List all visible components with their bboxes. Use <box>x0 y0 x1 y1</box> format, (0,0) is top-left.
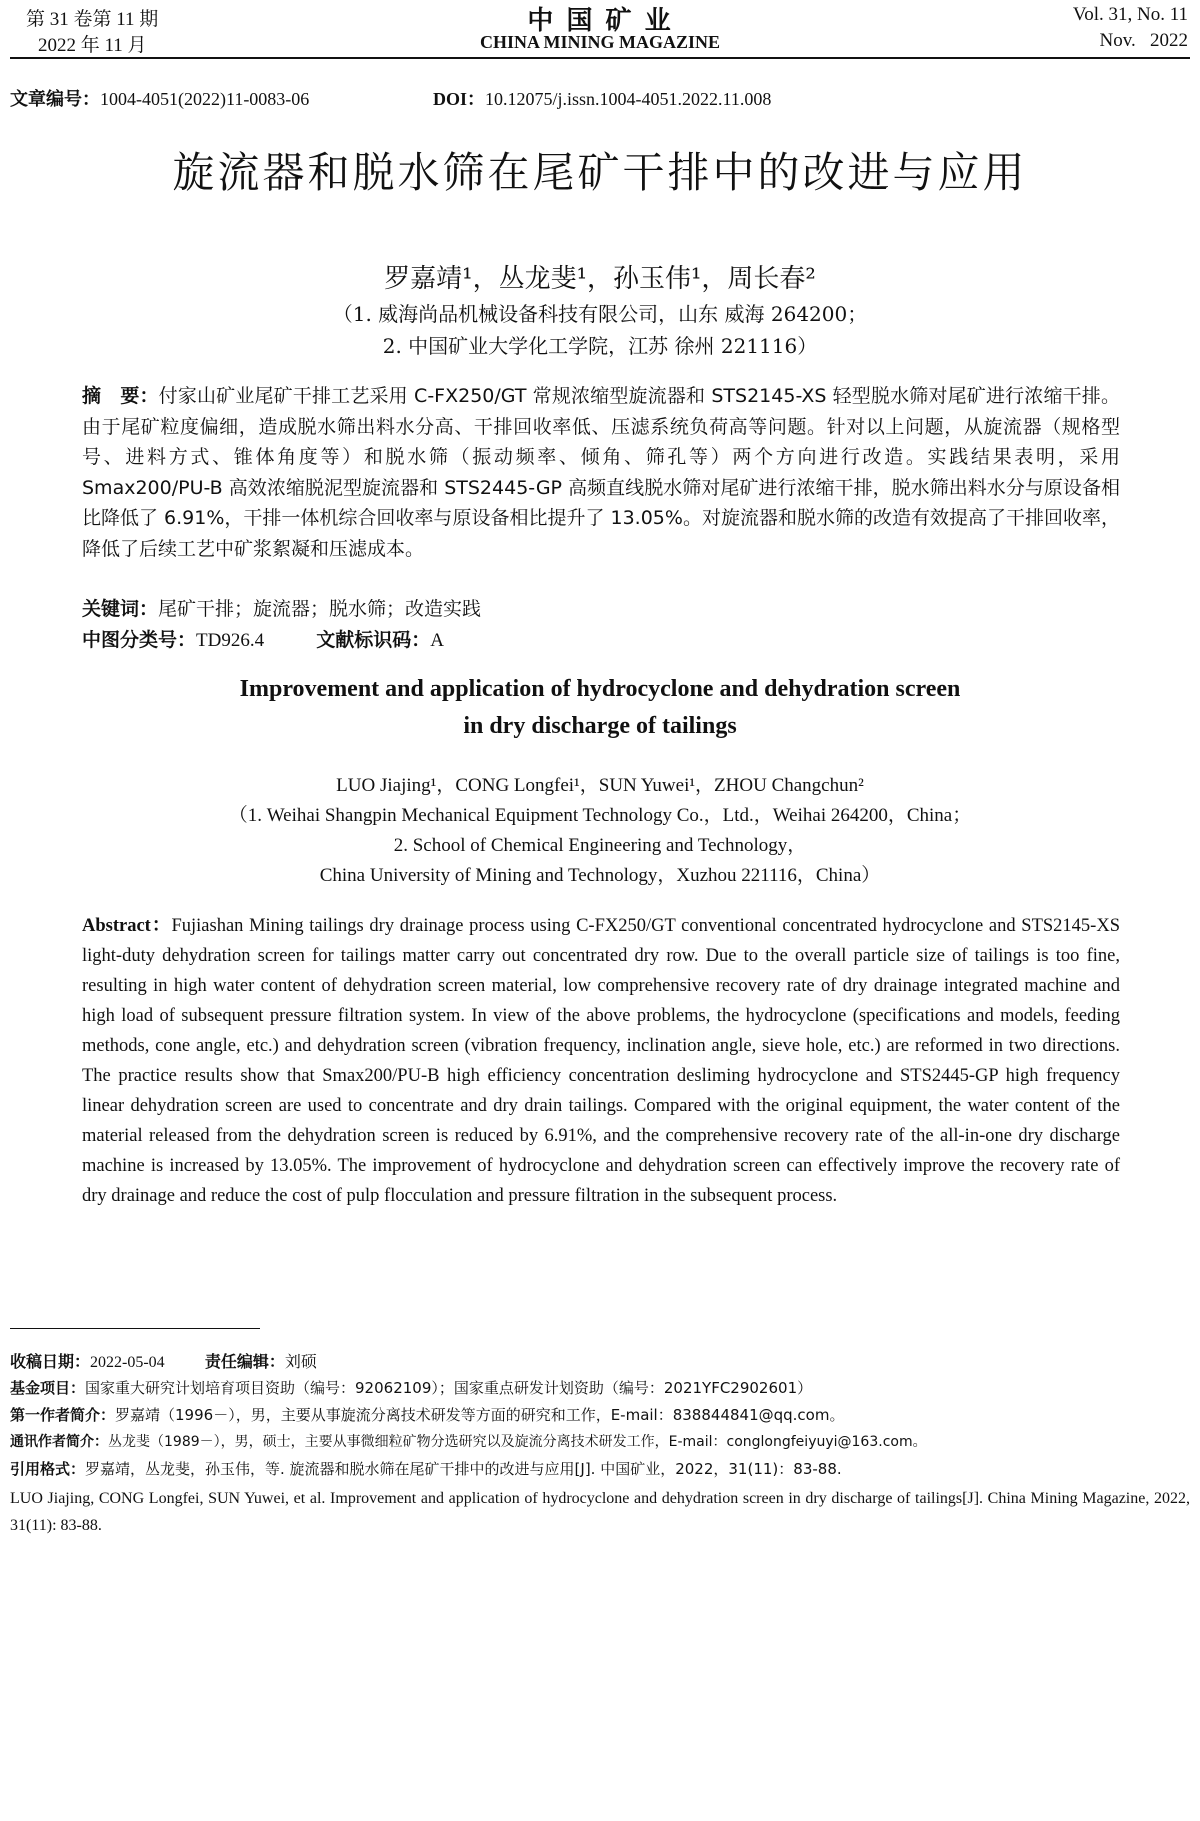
date-en: Nov. 2022 <box>1099 30 1188 51</box>
abstract-en-label: Abstract： <box>82 916 172 936</box>
first-author-label: 第一作者简介： <box>10 1406 116 1424</box>
received-editor-line <box>10 1349 317 1372</box>
clc-value: TD926.4 <box>196 630 265 651</box>
corresponding-author-label: 通讯作者简介： <box>10 1434 108 1450</box>
first-author-text: 罗嘉靖（1996－），男，主要从事旋流分离技术研发等方面的研究和工作，E-mail：838844841@qq.com。 <box>115 1406 845 1424</box>
keywords-cn-label: 关键词： <box>82 598 159 620</box>
affiliation-cn-1: （1. 威海尚品机械设备科技有限公司，山东 威海 264200； <box>332 302 868 326</box>
volume-issue-en: Vol. 31, No. 11 <box>1072 4 1188 25</box>
footnote-separator <box>10 1328 260 1329</box>
citation-label: 引用格式： <box>10 1460 86 1478</box>
abstract-en-text: Fujiashan Mining tailings dry drainage process using C-FX250/GT conventional concentrated hydrocyclone and STS2145-XS light-duty dehydration screen for tailings matter carry out concentrated dry row. Due to the overall particle size of tailings is too fine, resulting in high water content of dehydration screen material, low comprehensive recovery rate of dry drainage integrated machine and high load of subsequent pressure filtration system. In view of the above problems, the hydrocyclone (specifications and models, feeding methods, cone angle, etc.) and dehydration screen (vibration frequency, inclination angle, sieve hole, etc.) are reformed in two directions. The practice results show that Smax200/PU-B high efficiency concentration desliming hydrocyclone and STS2445-GP high frequency linear dehydration screen are used to concentrate and dry drain tailings. Compared with the original equipment, the water content of the material released from the dehydration screen is reduced by 6.91%, and the comprehensive recovery rate of the all-in-one dry discharge machine is increased by 13.05%. The improvement of hydrocyclone and dehydration screen can effectively improve the recovery rate of dry drainage and reduce the cost of pulp flocculation and pressure filtration in the subsequent process. <box>82 916 1120 1206</box>
citation-en: LUO Jiajing, CONG Longfei, SUN Yuwei, et al. Improvement and application of hydrocyclone and dehydration screen in dry discharge of tailings[J]. China Mining Magazine, 2022, 31(11): 83-88. <box>10 1490 1190 1534</box>
date-cn: 2022 年 11 月 <box>38 35 147 56</box>
article-number-label: 文章编号： <box>10 89 100 110</box>
title-en-line-2: in dry discharge of tailings <box>463 713 737 739</box>
article-number <box>10 85 309 111</box>
keywords-cn-text: 尾矿干排；旋流器；脱水筛；改造实践 <box>158 598 482 620</box>
title-cn: 旋流器和脱水筛在尾矿干排中的改进与应用 <box>172 148 1028 197</box>
editor-name: 刘硕 <box>284 1352 317 1371</box>
classification <box>82 625 444 652</box>
affiliation-en-3: China University of Mining and Technology，Xuzhou 221116，China） <box>319 865 881 886</box>
affiliation-en-1: （1. Weihai Shangpin Mechanical Equipment Technology Co.，Ltd.，Weihai 264200，China； <box>228 805 972 826</box>
abstract-cn <box>82 381 1120 564</box>
journal-title-cn: 中 国 矿 业 <box>527 6 673 36</box>
clc-label: 中图分类号： <box>82 629 197 651</box>
received-date: 2022-05-04 <box>90 1354 165 1371</box>
doc-code-value: A <box>430 630 444 651</box>
affiliation-cn-2: 2. 中国矿业大学化工学院，江苏 徐州 221116） <box>382 334 818 358</box>
journal-title-en: CHINA MINING MAGAZINE <box>479 32 720 52</box>
abstract-cn-label: 摘 要： <box>82 385 159 407</box>
doi-label: DOI： <box>433 89 486 109</box>
fund-label: 基金项目： <box>10 1379 86 1397</box>
article-number-value: 1004-4051(2022)11-0083-06 <box>100 89 310 109</box>
header-rule <box>10 57 1190 59</box>
volume-issue-cn: 第 31 卷第 11 期 <box>26 9 159 30</box>
abstract-en <box>82 911 1120 1211</box>
affiliation-en-2: 2. School of Chemical Engineering and Technology， <box>393 835 807 856</box>
doi-value: 10.12075/j.issn.1004-4051.2022.11.008 <box>485 89 772 109</box>
corresponding-author-line <box>10 1431 927 1451</box>
citation-cn-line <box>10 1458 842 1479</box>
received-label: 收稿日期： <box>10 1352 91 1371</box>
title-en-line-1: Improvement and application of hydrocyclone and dehydration screen <box>239 676 961 702</box>
doc-code-label: 文献标识码： <box>316 629 431 651</box>
citation-cn-text: 罗嘉靖，丛龙斐，孙玉伟，等. 旋流器和脱水筛在尾矿干排中的改进与应用[J]. 中国矿业，2022，31(11)：83-88. <box>85 1460 842 1478</box>
first-author-line <box>10 1404 844 1425</box>
corresponding-author-text: 丛龙斐（1989－），男，硕士，主要从事微细粒矿物分选研究以及旋流分离技术研发工作，E-mail：conglongfeiyuyi@163.com。 <box>108 1434 927 1450</box>
editor-label: 责任编辑： <box>204 1352 285 1371</box>
abstract-cn-text: 付家山矿业尾矿干排工艺采用 C-FX250/GT 常规浓缩型旋流器和 STS2145-XS 轻型脱水筛对尾矿进行浓缩干排。由于尾矿粒度偏细，造成脱水筛出料水分高、干排回收率低、压滤系统负荷高等问题。针对以上问题，从旋流器（规格型号、进料方式、锥体角度等）和脱水筛（振动频率、倾角、筛孔等）两个方向进行改造。实践结果表明，采用 Smax200/PU-B 高效浓缩脱泥型旋流器和 STS2445-GP 高频直线脱水筛对尾矿进行浓缩干排，脱水筛出料水分与原设备相比降低了 6.91%，干排一体机综合回收率与原设备相比提升了 13.05%。对旋流器和脱水筛的改造有效提高了干排回收率，降低了后续工艺中矿浆絮凝和压滤成本。 <box>82 385 1120 560</box>
authors-cn: 罗嘉靖¹，丛龙斐¹，孙玉伟¹，周长春² <box>384 264 816 294</box>
keywords-cn <box>82 594 481 621</box>
fund-text: 国家重大研究计划培育项目资助（编号：92062109）；国家重点研发计划资助（编号：2021YFC2902601） <box>85 1379 813 1397</box>
doi <box>433 85 771 111</box>
authors-en: LUO Jiajing¹，CONG Longfei¹，SUN Yuwei¹，ZHOU Changchun² <box>336 775 864 796</box>
fund-line <box>10 1377 812 1398</box>
